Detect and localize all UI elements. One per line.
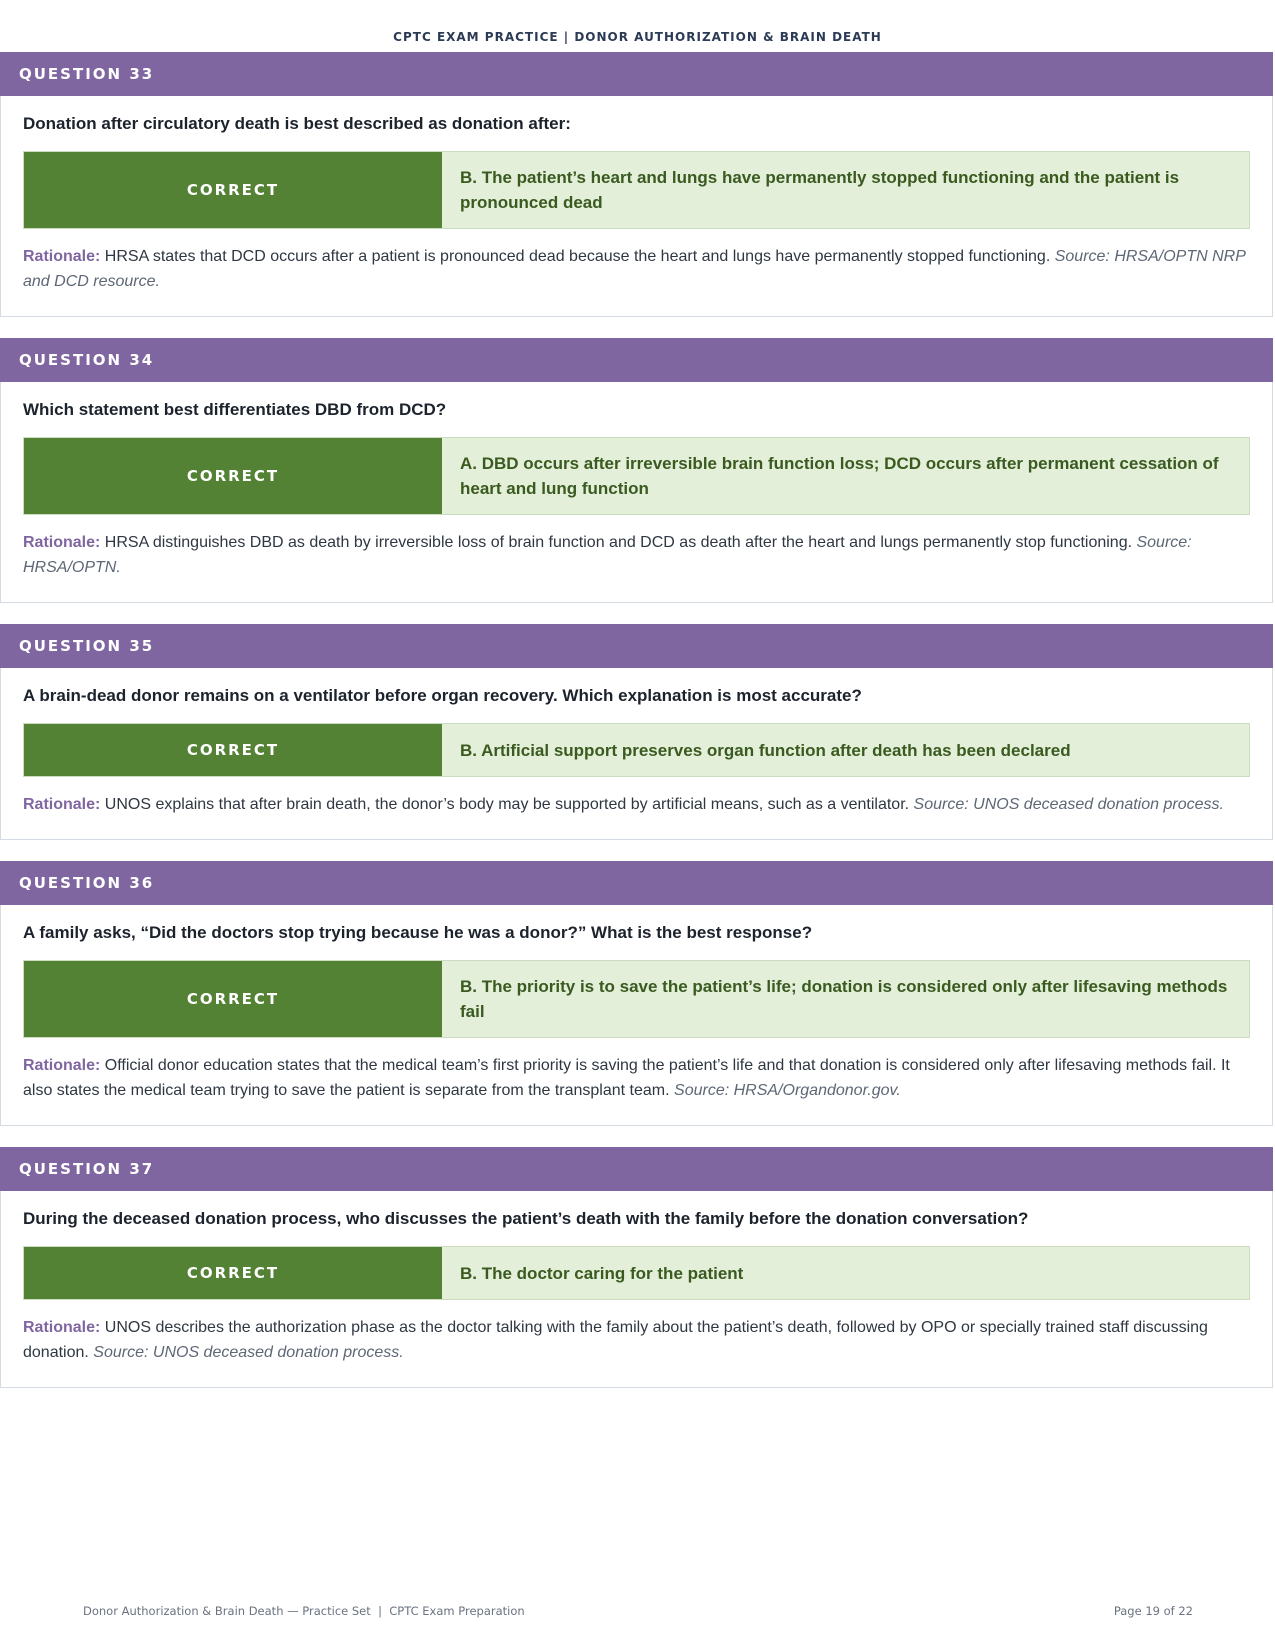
question-number: QUESTION 35 xyxy=(0,624,1273,668)
answer-row xyxy=(23,960,1250,1038)
rationale-label: Rationale: xyxy=(23,248,101,265)
answer-row xyxy=(23,151,1250,229)
correct-answer: B. The priority is to save the patient’s life; donation is considered only after lifesaving methods fail xyxy=(460,977,1228,1021)
page-footer xyxy=(83,1604,1193,1618)
question-text: A family asks, “Did the doctors stop trying because he was a donor?” What is the best response? xyxy=(23,923,813,942)
question-text: Donation after circulatory death is best described as donation after: xyxy=(23,114,571,133)
question-card xyxy=(0,52,1273,317)
correct-badge: CORRECT xyxy=(24,724,442,776)
answer-row xyxy=(23,1246,1250,1300)
rationale-source: Source: HRSA/Organdonor.gov. xyxy=(674,1082,901,1099)
question-list xyxy=(0,52,1275,1388)
correct-badge: CORRECT xyxy=(24,961,442,1037)
question-number: QUESTION 34 xyxy=(0,338,1273,382)
correct-answer: A. DBD occurs after irreversible brain function loss; DCD occurs after permanent cessation of heart and lung function xyxy=(460,454,1219,498)
rationale xyxy=(23,530,1250,580)
question-card xyxy=(0,1147,1273,1388)
footer-document-title: Donor Authorization & Brain Death — Practice Set | CPTC Exam Preparation xyxy=(83,1604,525,1618)
rationale-source: Source: UNOS deceased donation process. xyxy=(93,1344,404,1361)
correct-badge: CORRECT xyxy=(24,152,442,228)
question-number: QUESTION 37 xyxy=(0,1147,1273,1191)
question-text: A brain-dead donor remains on a ventilator before organ recovery. Which explanation is most accurate? xyxy=(23,686,862,705)
answer-row xyxy=(23,723,1250,777)
rationale-label: Rationale: xyxy=(23,534,101,551)
correct-badge: CORRECT xyxy=(24,1247,442,1299)
question-body xyxy=(1,905,1272,1125)
rationale xyxy=(23,244,1250,294)
question-card xyxy=(0,861,1273,1126)
question-body xyxy=(1,96,1272,316)
question-card xyxy=(0,624,1273,840)
rationale-source: Source: UNOS deceased donation process. xyxy=(913,796,1224,813)
correct-answer: B. The patient’s heart and lungs have permanently stopped functioning and the patient is pronounced dead xyxy=(460,168,1180,212)
question-text: Which statement best differentiates DBD from DCD? xyxy=(23,400,447,419)
rationale-text: HRSA distinguishes DBD as death by irreversible loss of brain function and DCD as death after the heart and lungs permanently stop functioning. xyxy=(104,534,1133,551)
rationale-text: HRSA states that DCD occurs after a patient is pronounced dead because the heart and lungs have permanently stopped functioning. xyxy=(104,248,1051,265)
rationale-label: Rationale: xyxy=(23,796,101,813)
running-header: CPTC EXAM PRACTICE | DONOR AUTHORIZATION & BRAIN DEATH xyxy=(393,30,882,44)
correct-badge: CORRECT xyxy=(24,438,442,514)
rationale-text: UNOS explains that after brain death, the donor’s body may be supported by artificial means, such as a ventilator. xyxy=(104,796,910,813)
rationale xyxy=(23,1315,1250,1365)
question-text: During the deceased donation process, who discusses the patient’s death with the family before the donation conversation? xyxy=(23,1209,1029,1228)
rationale-text: Official donor education states that the medical team’s first priority is saving the patient’s life and that donation is considered only after lifesaving methods fail. It also states the medical team trying to save the patient is separate from the transplant team. xyxy=(23,1057,1230,1099)
rationale xyxy=(23,792,1250,817)
correct-answer: B. Artificial support preserves organ function after death has been declared xyxy=(460,740,1071,760)
question-body xyxy=(1,668,1272,839)
question-number: QUESTION 36 xyxy=(0,861,1273,905)
correct-answer: B. The doctor caring for the patient xyxy=(460,1263,744,1283)
rationale-label: Rationale: xyxy=(23,1319,101,1336)
answer-row xyxy=(23,437,1250,515)
rationale xyxy=(23,1053,1250,1103)
rationale-label: Rationale: xyxy=(23,1057,101,1074)
rationale-source: Source: HRSA/OPTN NRP and DCD resource. xyxy=(23,248,1246,290)
question-body xyxy=(1,1191,1272,1387)
question-card xyxy=(0,338,1273,603)
page-number: Page 19 of 22 xyxy=(1113,1604,1193,1618)
question-number: QUESTION 33 xyxy=(0,52,1273,96)
rationale-text: UNOS describes the authorization phase as the doctor talking with the family about the patient’s death, followed by OPO or specially trained staff discussing donation. xyxy=(23,1319,1208,1361)
rationale-source: Source: HRSA/OPTN. xyxy=(23,534,1192,576)
question-body xyxy=(1,382,1272,602)
